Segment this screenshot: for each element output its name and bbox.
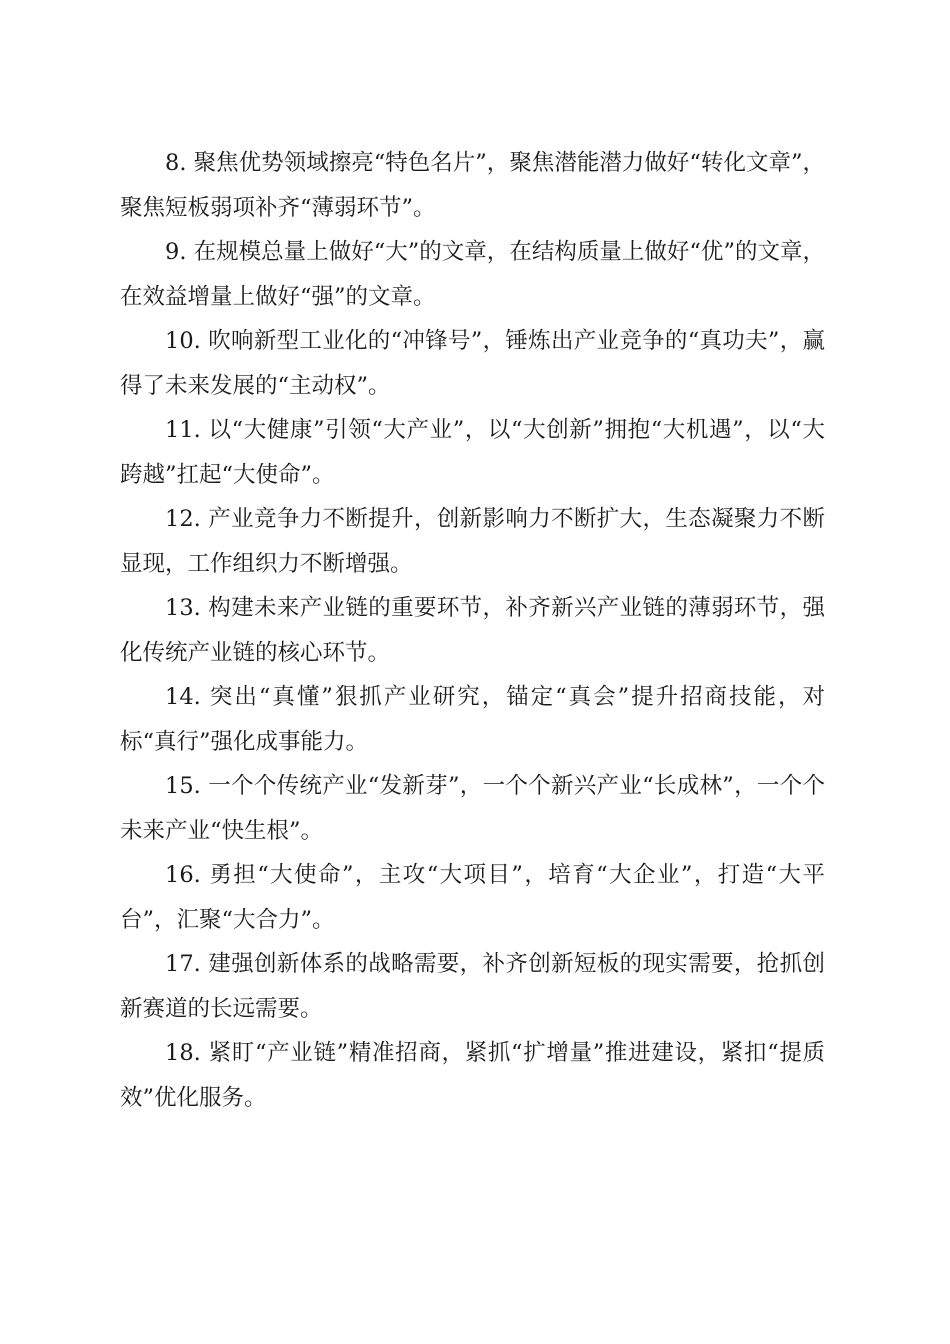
paragraph-11: 11. 以“大健康”引领“大产业”，以“大创新”拥抱“大机遇”，以“大跨越”扛起“大使命”。 <box>120 417 825 488</box>
paragraph-18: 18. 紧盯“产业链”精准招商，紧抓“扩增量”推进建设，紧扣“提质效”优化服务。 <box>120 1040 825 1111</box>
paragraph-15: 15. 一个个传统产业“发新芽”，一个个新兴产业“长成林”，一个个未来产业“快生根”。 <box>120 773 825 844</box>
paragraph-8: 8. 聚焦优势领域擦亮“特色名片”，聚焦潜能潜力做好“转化文章”，聚焦短板弱项补齐“薄弱环节”。 <box>120 150 825 221</box>
document-body <box>120 141 825 1120</box>
paragraph-12: 12. 产业竞争力不断提升，创新影响力不断扩大，生态凝聚力不断显现，工作组织力不断增强。 <box>120 506 825 577</box>
paragraph-9: 9. 在规模总量上做好“大”的文章，在结构质量上做好“优”的文章，在效益增量上做好“强”的文章。 <box>120 239 825 310</box>
paragraph-14: 14. 突出“真懂”狠抓产业研究，锚定“真会”提升招商技能，对标“真行”强化成事能力。 <box>120 684 825 755</box>
paragraph-10: 10. 吹响新型工业化的“冲锋号”，锤炼出产业竞争的“真功夫”，赢得了未来发展的“主动权”。 <box>120 328 825 399</box>
paragraph-16: 16. 勇担“大使命”，主攻“大项目”，培育“大企业”，打造“大平台”，汇聚“大合力”。 <box>120 862 825 933</box>
paragraph-17: 17. 建强创新体系的战略需要，补齐创新短板的现实需要，抢抓创新赛道的长远需要。 <box>120 951 825 1022</box>
paragraph-13: 13. 构建未来产业链的重要环节，补齐新兴产业链的薄弱环节，强化传统产业链的核心环节。 <box>120 595 825 666</box>
